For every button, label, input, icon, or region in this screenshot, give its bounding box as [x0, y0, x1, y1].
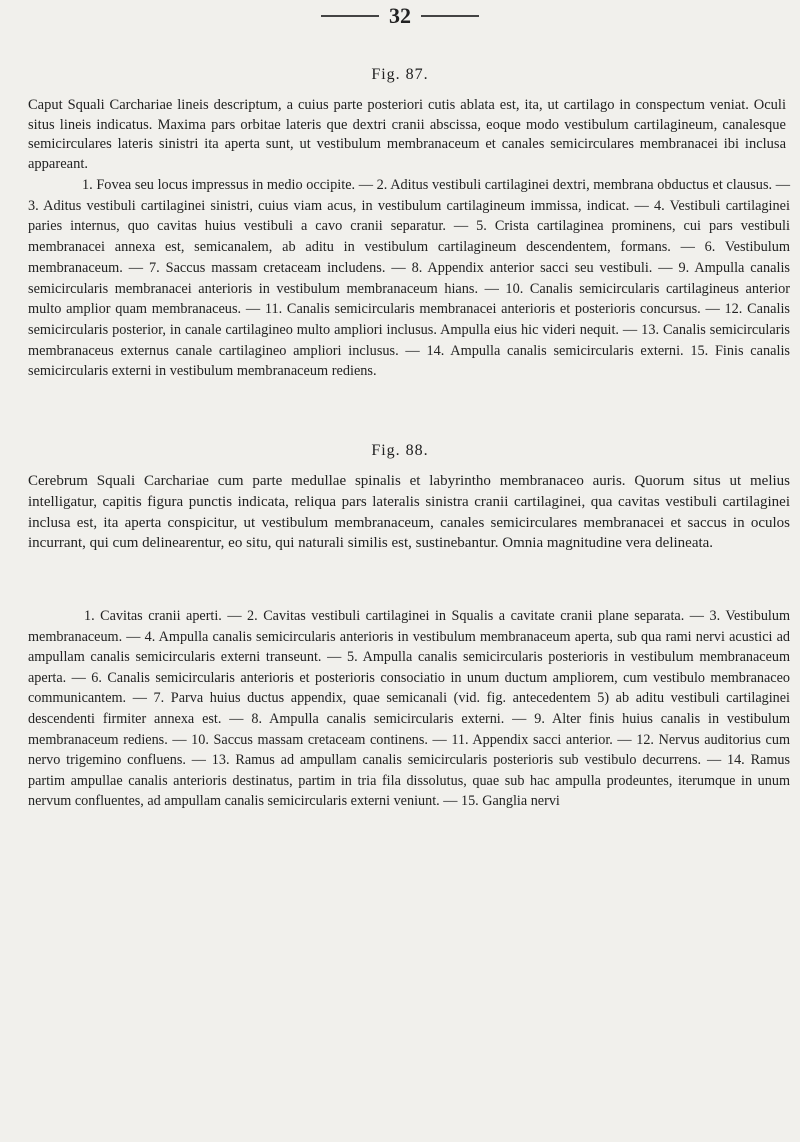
fig-88-caption: Cerebrum Squali Carchariae cum parte medullae spinalis et labyrintho membranaceo auris. Quorum situs ut melius intelligatur, capitis figura punctis indicata, reliqua pars lateralis sinistra cranii cartilaginei, qua cavitas vestibuli cartilaginei inclusa est, ita aperta conspicitur, ut vestibulum membranaceum, canales semicirculares membranacei et saccus in oculos incurrant, qui cum delinearentur, eo situ, qui naturali similis est, sustinebantur. Omnia magnitudine vera delineata.	[28, 473, 790, 552]
fig-87-legend: 1. Fovea seu locus impressus in medio occipite. — 2. Aditus vestibuli cartilaginei dextri, membrana obductus et clausus. — 3. Aditus vestibuli cartilaginei sinistri, cuius viam acus, in vestibulum cartilagineum immissa, indicat. — 4. Vestibuli cartilaginei paries internus, quo cavitas huius vestibuli a cavo cranii separatur. — 5. Crista cartilaginea prominens, cui pars vestibuli membranacei annexa est, semicanalem, ab aditu in vestibulum cartilagineum descendentem, formans. — 6. Vestibulum membranaceum. — 7. Saccus massam cretaceam includens. — 8. Appendix anterior sacci seu vestibuli. — 9. Ampulla canalis semicircularis membranacei anterioris in vestibulum membranaceum hians. — 10. Canalis semicircularis cartilagineus anterior multo amplior quam membranaceus. — 11. Canalis semicircularis membranacei anterioris et posterioris concursus. — 12. Canalis semicircularis posterior, in canale cartilagineo multo ampliori inclusus. Ampulla eius hic videri nequit. — 13. Canalis semicircularis membranaceus externus canale cartilagineo ampliori inclusus. — 14. Ampulla canalis semicircularis externi. 15. Finis canalis semicircularis externi in vestibulum membranaceum rediens.	[28, 177, 790, 380]
fig-87-caption: Caput Squali Carchariae lineis descriptum, a cuius parte posteriori cutis ablata est, ita, ut cartilago in conspectum veniat. Oculi situs lineis indicatus. Maxima pars orbitae lateris que dextri cranii abscissa, eoque modo vestibulum cartilagineum, canalesque semicirculares lateris sinistri ita aperta sunt, ut vestibulum membranaceum et canales semicirculares membranacei ibi inclusa appareant.	[28, 97, 786, 172]
header-rule-right	[421, 15, 479, 17]
header-rule-left	[321, 15, 379, 17]
fig-87-title: Fig. 87.	[371, 66, 429, 83]
fig-88-legend: 1. Cavitas cranii aperti. — 2. Cavitas vestibuli cartilaginei in Squalis a cavitate cranii plane separata. — 3. Vestibulum membranaceum. — 4. Ampulla canalis semicircularis anterioris in vestibulum membranaceum aperta, sub qua rami nervi acustici ad ampullam canalis semicircularis externi transeunt. — 5. Ampulla canalis semicircularis posterioris in vestibulum membranaceum aperta. — 6. Canalis semicircularis anterioris et posterioris consociatio in unum ductum ampliorem, cum vestibulo membranaceo communicantem. — 7. Parva huius ductus appendix, quae semicanali (vid. fig. antecedentem 5) ab aditu vestibuli cartilaginei descendenti firmiter annexa est. — 8. Ampulla canalis semicircularis externi. — 9. Alter finis huius canalis in vestibulum membranaceum rediens. — 10. Saccus massam cretaceam continens. — 11. Appendix sacci anterior. — 12. Nervus auditorius cum nervo trigemino confluens. — 13. Ramus ad ampullam canalis semicircularis posterioris sub vestibulo decurrens. — 14. Ramus partim ampullae canalis anterioris destinatus, partim in tria fila dissolutus, quae sub hac ampulla prodeuntes, iterumque in unum nervum confluentes, ad ampullam canalis semicircularis externi veniunt. — 15. Ganglia nervi	[28, 608, 790, 810]
fig-88-title: Fig. 88.	[371, 442, 429, 459]
page-number: 32	[389, 3, 411, 28]
page-header	[0, 4, 800, 28]
